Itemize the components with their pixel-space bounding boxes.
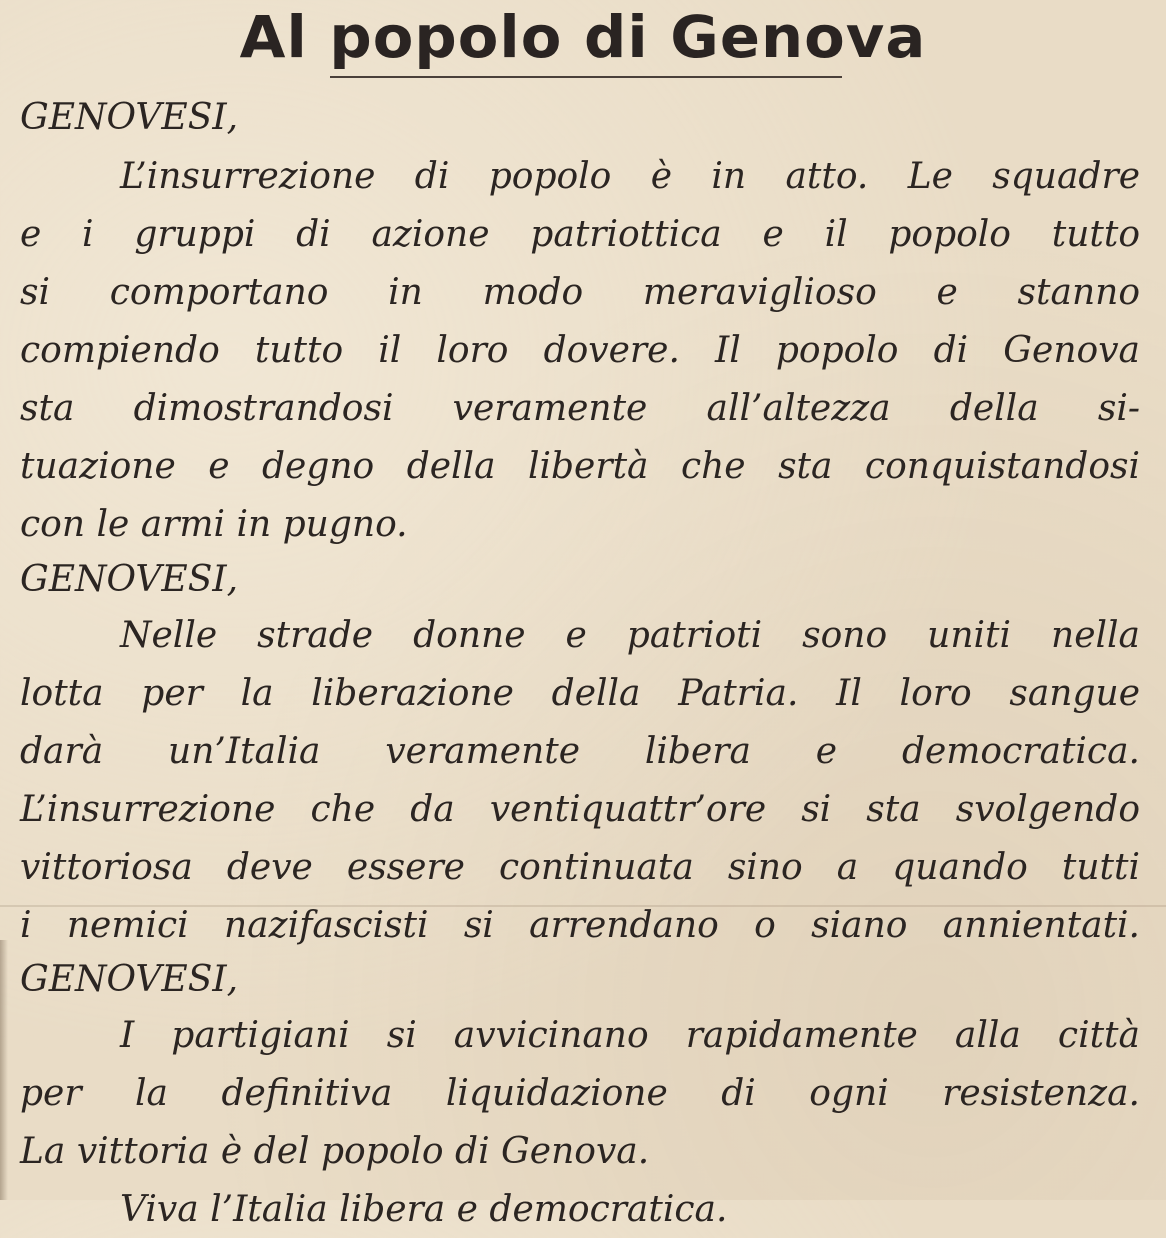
body-line: per la definitiva liquidazione di ogni resistenza.: [20, 1073, 1140, 1114]
paper-crease: [0, 905, 1166, 907]
salutation: GENOVESI,: [20, 959, 239, 1000]
body-line: si comportano in modo meraviglioso e stanno: [20, 272, 1140, 313]
salutation: GENOVESI,: [20, 559, 239, 600]
headline: Al popolo di Genova: [239, 3, 927, 71]
salutation: GENOVESI,: [20, 97, 239, 138]
body-line: sta dimostrandosi veramente all’altezza della si-: [20, 388, 1140, 429]
paper-edge-stain: [0, 940, 8, 1200]
body-line: La vittoria è del popolo di Genova.: [20, 1131, 650, 1172]
closing-line: Viva l’Italia libera e democratica.: [120, 1189, 728, 1230]
body-line: Nelle strade donne e patrioti sono uniti nella: [120, 615, 1140, 656]
headline-rule: [330, 76, 842, 78]
body-line: compiendo tutto il loro dovere. Il popolo di Genova: [20, 330, 1140, 371]
body-line: L’insurrezione di popolo è in atto. Le squadre: [120, 156, 1140, 197]
body-line: vittoriosa deve essere continuata sino a quando tutti: [20, 847, 1140, 888]
body-line: con le armi in pugno.: [20, 504, 408, 545]
body-line: tuazione e degno della libertà che sta conquistandosi: [20, 446, 1140, 487]
body-line: e i gruppi di azione patriottica e il popolo tutto: [20, 214, 1140, 255]
body-line: lotta per la liberazione della Patria. Il loro sangue: [20, 673, 1140, 714]
body-line: L’insurrezione che da ventiquattr’ore si sta svolgendo: [20, 789, 1140, 830]
body-line: i nemici nazifascisti si arrendano o siano annientati.: [20, 905, 1140, 946]
body-line: I partigiani si avvicinano rapidamente alla città: [120, 1015, 1140, 1056]
body-line: darà un’Italia veramente libera e democratica.: [20, 731, 1140, 772]
